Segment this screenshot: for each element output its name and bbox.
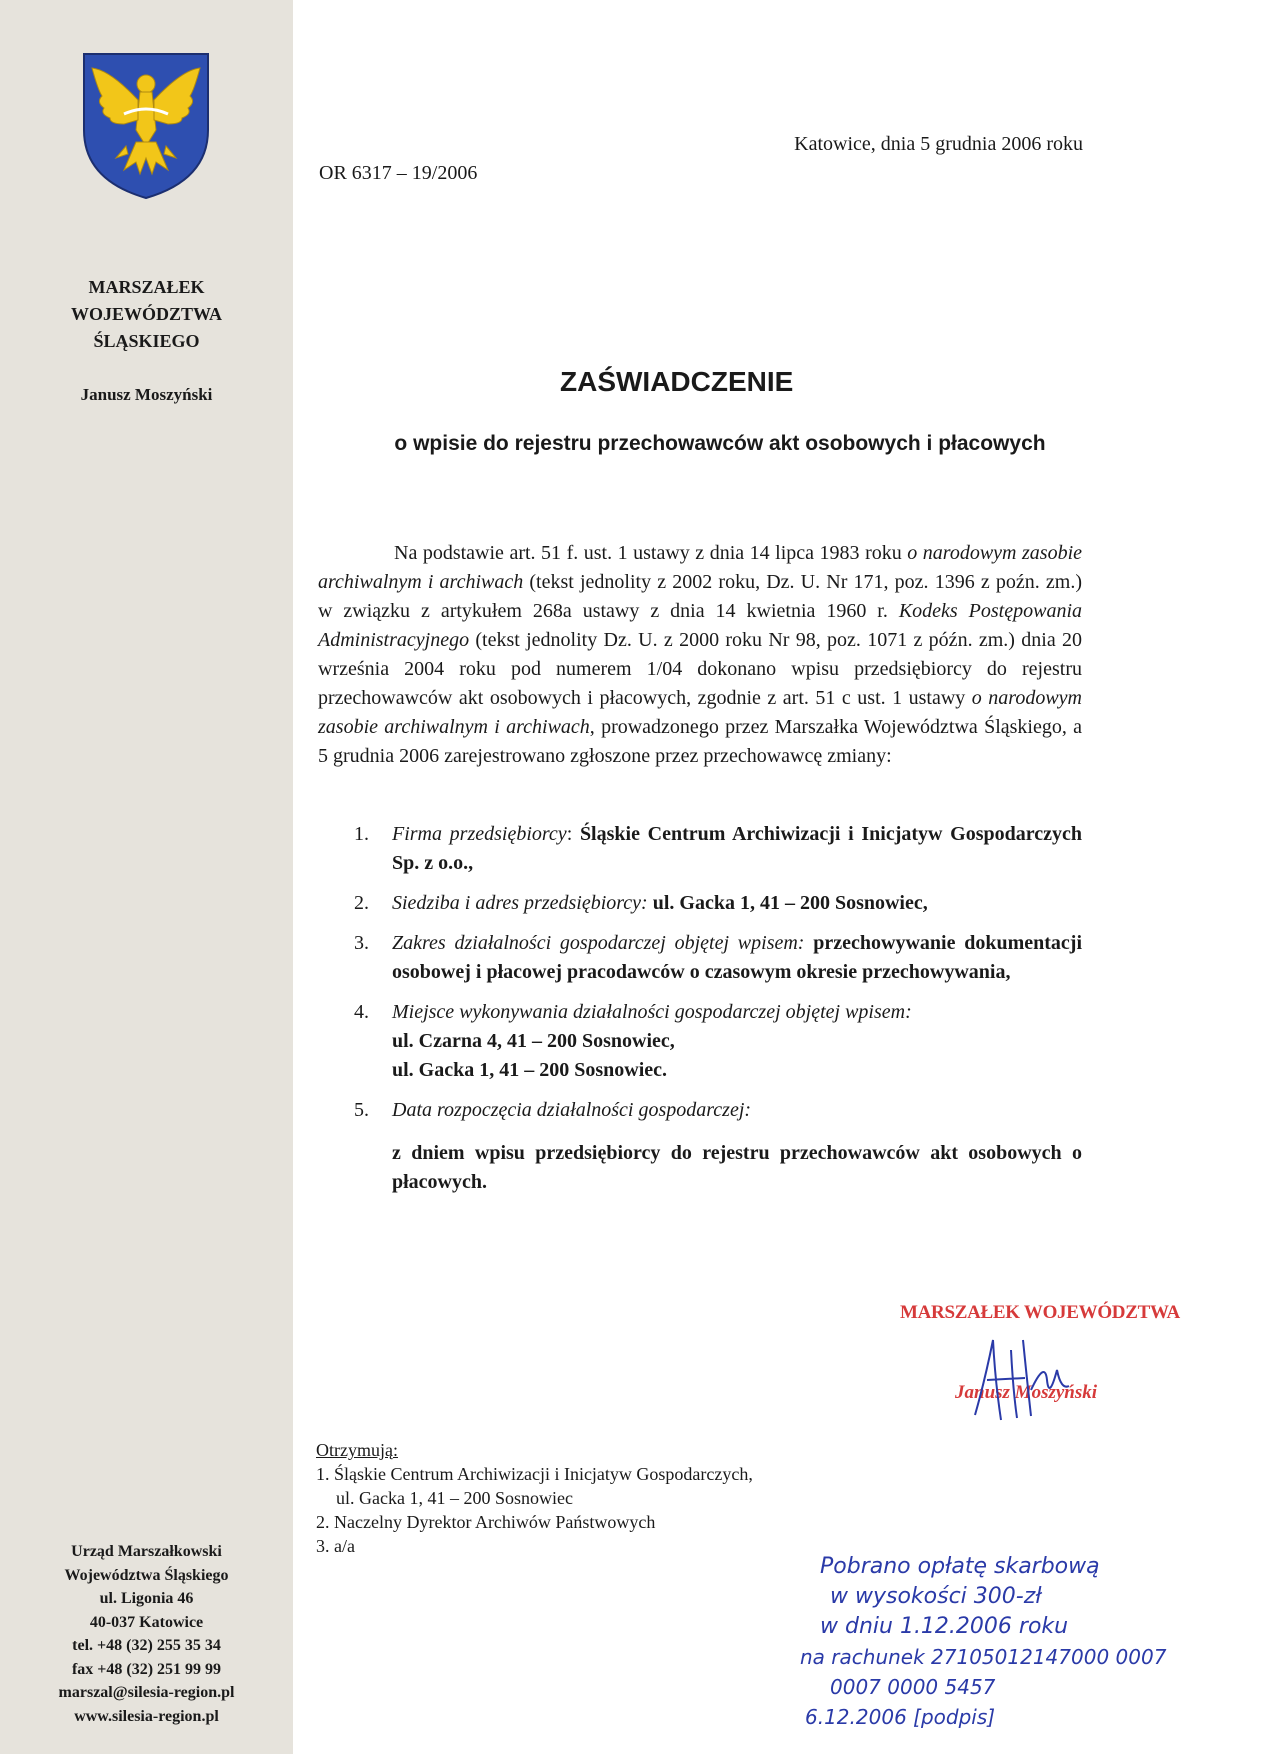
website-line: www.silesia-region.pl — [74, 1707, 219, 1725]
list-separator: : — [566, 823, 580, 845]
list-label: Data rozpoczęcia działalności gospodarczej: — [392, 1099, 752, 1121]
list-item — [318, 889, 1082, 918]
office-title — [0, 274, 293, 355]
recipient-line: 1. Śląskie Centrum Archiwizacji i Inicjatyw Gospodarczych, — [316, 1464, 753, 1484]
office-title-line: MARSZAŁEK — [88, 277, 205, 297]
act-title-italic: o narodowym zasobie archiwalnym i archiwach — [318, 542, 1083, 593]
list-item — [318, 820, 1082, 878]
list-separator — [804, 932, 813, 954]
list-value: z dniem wpisu przedsiębiorcy do rejestru przechowawców akt osobowych o płacowych. — [392, 1142, 1082, 1193]
list-number: 1. — [354, 823, 369, 845]
body-paragraph — [318, 539, 1082, 771]
handwritten-line: Pobrano opłatę skarbową — [820, 1554, 1100, 1579]
body-text: Na podstawie art. 51 f. ust. 1 ustawy z dnia 14 lipca 1983 roku — [394, 542, 908, 564]
recipient-line: 2. Naczelny Dyrektor Archiwów Państwowych — [316, 1512, 656, 1532]
list-item — [318, 1096, 1082, 1197]
handwritten-line: 6.12.2006 [podpis] — [805, 1705, 996, 1729]
stamp-name: Janusz Moszyński — [955, 1382, 1098, 1403]
document-subtitle: o wpisie do rejestru przechowawców akt osobowych i płacowych — [394, 432, 1046, 455]
handwritten-line: w wysokości 300-zł — [830, 1584, 1042, 1609]
list-value: ul. Gacka 1, 41 – 200 Sosnowiec. — [392, 1059, 668, 1081]
address-line: Urząd Marszałkowski — [71, 1543, 222, 1560]
stamp-title: MARSZAŁEK WOJEWÓDZTWA — [900, 1302, 1180, 1323]
list-item — [318, 998, 1082, 1085]
body-text: (tekst jednolity z 2002 roku, Dz. U. Nr 171, poz. 1396 z poźn. zm.) w związku z artykułem 268a ustawy z dnia 14 kwietnia 1960 r. — [318, 571, 1082, 622]
recipients-header: Otrzymują: — [316, 1440, 398, 1460]
list-label: Siedziba i adres przedsiębiorcy: — [392, 892, 648, 914]
list-label: Zakres działalności gospodarczej objętej wpisem: — [392, 932, 805, 954]
office-address — [0, 1540, 293, 1728]
address-line: ul. Ligonia 46 — [99, 1590, 194, 1607]
list-number: 2. — [354, 892, 369, 914]
official-name — [0, 384, 293, 406]
reference-number: OR 6317 – 19/2006 — [319, 162, 478, 184]
recipient-line: ul. Gacka 1, 41 – 200 Sosnowiec — [336, 1488, 573, 1508]
office-title-line: ŚLĄSKIEGO — [93, 331, 200, 351]
list-number: 3. — [354, 932, 369, 954]
code-title-italic: Kodeks Postępowania Administracyjnego — [318, 600, 1082, 651]
silesia-eagle-crest-icon — [80, 50, 212, 200]
city-date: Katowice, dnia 5 grudnia 2006 roku — [794, 133, 1083, 155]
list-value: ul. Gacka 1, 41 – 200 Sosnowiec, — [652, 892, 928, 914]
list-number: 4. — [354, 1001, 369, 1023]
handwritten-signature — [965, 1320, 1085, 1440]
changes-list — [318, 820, 1082, 1208]
list-value: Śląskie Centrum Archiwizacji i Inicjatyw Gospodarczych Sp. z o.o., — [392, 823, 1083, 874]
address-line: 40-037 Katowice — [89, 1613, 204, 1631]
email-line: marszal@silesia-region.pl — [58, 1684, 235, 1701]
body-text: , prowadzonego przez Marszałka Województwa Śląskiego, a 5 grudnia 2006 zarejestrowano zgłoszone przez przechowawcę zmiany: — [318, 716, 1082, 767]
list-label: Miejsce wykonywania działalności gospodarczej objętej wpisem: — [392, 1001, 912, 1023]
fax-line: fax +48 (32) 251 99 99 — [71, 1660, 222, 1678]
recipient-line: 3. a/a — [316, 1536, 355, 1556]
list-label: Firma przedsiębiorcy — [392, 823, 567, 845]
list-number: 5. — [354, 1099, 369, 1121]
official-name-text: Janusz Moszyński — [80, 385, 213, 404]
handwritten-line: na rachunek 27105012147000 0007 — [800, 1645, 1167, 1669]
list-value: przechowywanie dokumentacji osobowej i płacowej pracodawców o czasowym okresie przechowywania, — [392, 932, 1083, 983]
office-title-line: WOJEWÓDZTWA — [70, 304, 223, 324]
act-title-italic: o narodowym zasobie archiwalnym i archiwach — [318, 687, 1083, 738]
handwritten-fee-note — [800, 1552, 1200, 1732]
list-item — [318, 929, 1082, 987]
letterhead-sidebar — [0, 0, 293, 1754]
body-text: (tekst jednolity Dz. U. z 2000 roku Nr 98, poz. 1071 z późn. zm.) dnia 20 września 2004 roku pod numerem 1/04 dokonano wpisu przedsiębiorcy do rejestru przechowawców akt osobowych i płacowych, zgodnie z art. 51 c ust. 1 ustawy — [318, 629, 1082, 709]
address-line: Województwa Śląskiego — [64, 1566, 229, 1584]
phone-line: tel. +48 (32) 255 35 34 — [72, 1637, 221, 1654]
recipients-block — [316, 1438, 753, 1558]
handwritten-line: 0007 0000 5457 — [830, 1675, 996, 1699]
handwritten-line: w dniu 1.12.2006 roku — [820, 1614, 1069, 1639]
list-value: ul. Czarna 4, 41 – 200 Sosnowiec, — [392, 1030, 675, 1052]
document-title: ZAŚWIADCZENIE — [560, 366, 794, 397]
